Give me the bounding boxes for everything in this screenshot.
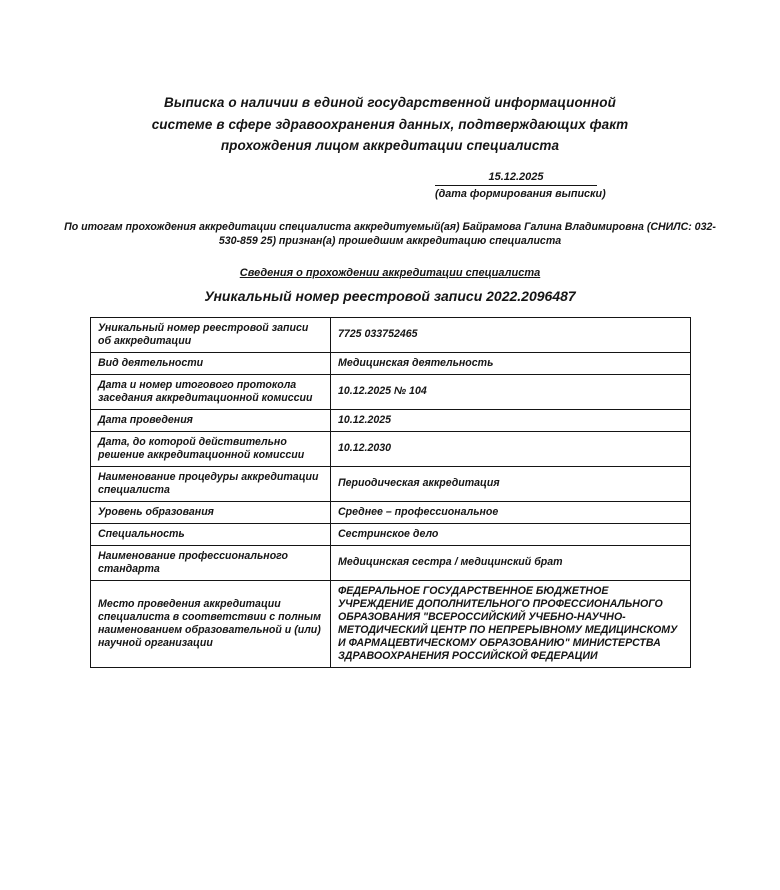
- field-value: Сестринское дело: [331, 523, 691, 545]
- intro-paragraph: По итогам прохождения аккредитации специалиста аккредитуемый(ая) Байрамова Галина Владимировна (СНИЛС: 032-530-859 25) признан(а) прошедшим аккредитацию специалиста: [64, 220, 716, 247]
- table-row: [91, 409, 691, 431]
- field-value: Периодическая аккредитация: [331, 466, 691, 501]
- field-label: Вид деятельности: [91, 352, 331, 374]
- field-label: Специальность: [91, 523, 331, 545]
- field-label: Уровень образования: [91, 501, 331, 523]
- registry-number-heading: Уникальный номер реестровой записи 2022.2096487: [204, 287, 576, 304]
- table-row: [91, 431, 691, 466]
- extract-date-value: 15.12.2025: [435, 171, 597, 186]
- accreditation-table: [90, 317, 691, 668]
- section-heading: Сведения о прохождении аккредитации специалиста: [239, 266, 541, 279]
- table-row: [91, 352, 691, 374]
- field-value: 10.12.2025: [331, 409, 691, 431]
- accreditation-table-body: [91, 317, 691, 667]
- field-label: Место проведения аккредитации специалиста в соответствии с полным наименованием образовательной и (или) научной организации: [91, 580, 331, 667]
- table-row: [91, 523, 691, 545]
- field-label: Наименование профессионального стандарта: [91, 545, 331, 580]
- field-value: Среднее – профессиональное: [331, 501, 691, 523]
- field-value: 10.12.2025 № 104: [331, 374, 691, 409]
- field-label: Уникальный номер реестровой записи об аккредитации: [91, 317, 331, 352]
- table-row: [91, 317, 691, 352]
- document-title: [0, 0, 780, 157]
- document-title-line: прохождения лицом аккредитации специалиста: [220, 138, 560, 153]
- field-value: 7725 033752465: [331, 317, 691, 352]
- field-label: Наименование процедуры аккредитации специалиста: [91, 466, 331, 501]
- field-value: Медицинская сестра / медицинский брат: [331, 545, 691, 580]
- field-value: Медицинская деятельность: [331, 352, 691, 374]
- table-row: [91, 374, 691, 409]
- table-row: [91, 466, 691, 501]
- extract-date-block: [435, 170, 606, 200]
- document-title-line: Выписка о наличии в единой государственной информационной: [163, 95, 616, 110]
- extract-date-caption: (дата формирования выписки): [435, 187, 606, 200]
- field-value: 10.12.2030: [331, 431, 691, 466]
- document-title-line: системе в сфере здравоохранения данных, подтверждающих факт: [151, 116, 629, 132]
- field-value: ФЕДЕРАЛЬНОЕ ГОСУДАРСТВЕННОЕ БЮДЖЕТНОЕ УЧРЕЖДЕНИЕ ДОПОЛНИТЕЛЬНОГО ПРОФЕССИОНАЛЬНОГО ОБРАЗОВАНИЯ "ВСЕРОССИЙСКИЙ УЧЕБНО-НАУЧНО-МЕТОДИЧЕСКИЙ ЦЕНТР ПО НЕПРЕРЫВНОМУ МЕДИЦИНСКОМУ И ФАРМАЦЕВТИЧЕСКОМУ ОБРАЗОВАНИЮ" МИНИСТЕРСТВА ЗДРАВООХРАНЕНИЯ РОССИЙСКОЙ ФЕДЕРАЦИИ: [331, 580, 691, 667]
- field-label: Дата и номер итогового протокола заседания аккредитационной комиссии: [91, 374, 331, 409]
- table-row: [91, 501, 691, 523]
- table-row: [91, 580, 691, 667]
- table-row: [91, 545, 691, 580]
- field-label: Дата, до которой действительно решение аккредитационной комиссии: [91, 431, 331, 466]
- field-label: Дата проведения: [91, 409, 331, 431]
